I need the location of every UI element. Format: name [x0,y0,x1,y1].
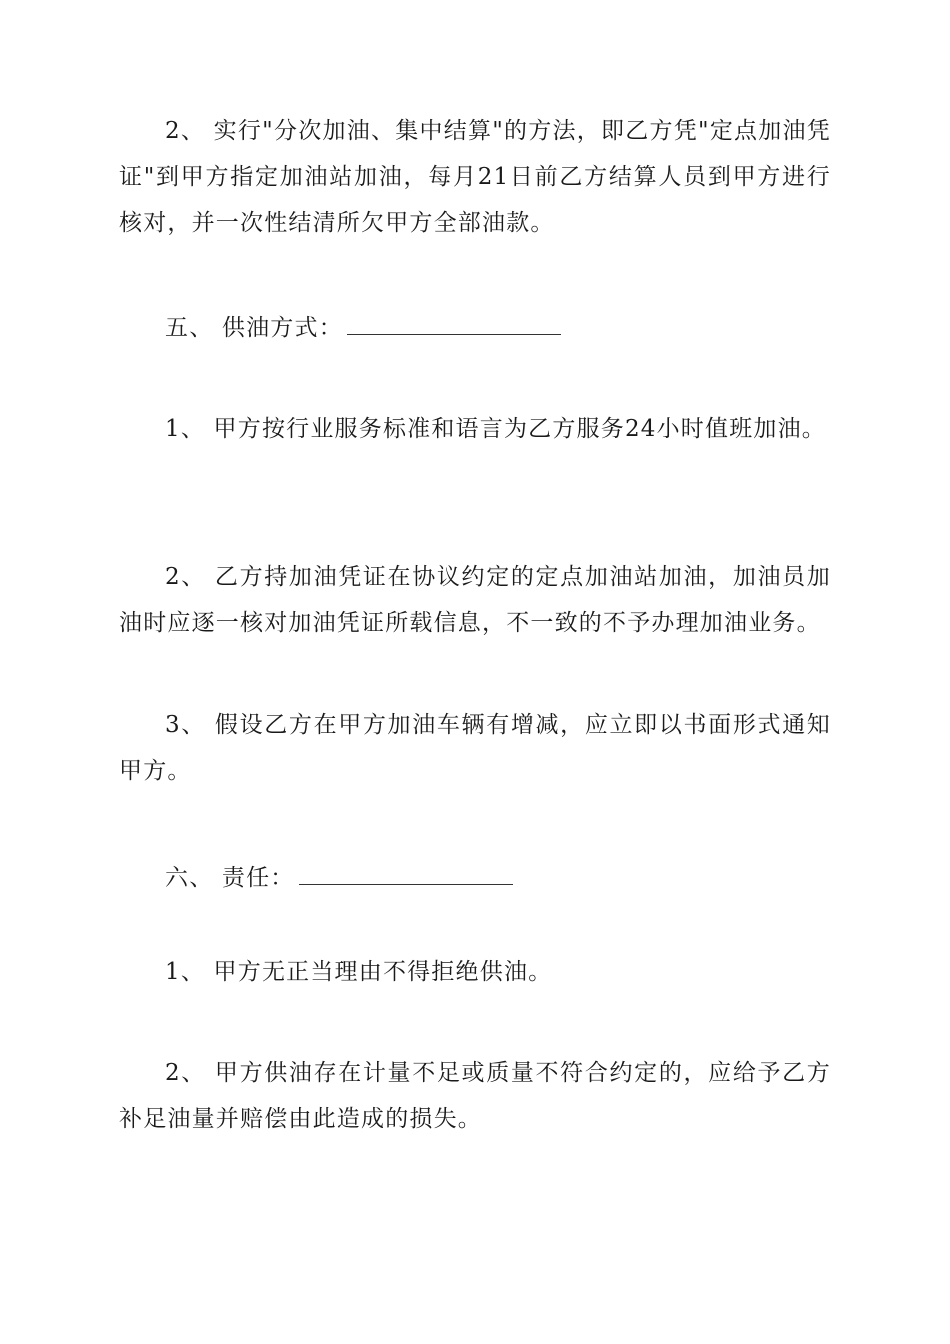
paragraph-settlement-method: 2、 实行"分次加油、集中结算"的方法，即乙方凭"定点加油凭证"到甲方指定加油站加油，每月21日前乙方结算人员到甲方进行核对，并一次性结清所欠甲方全部油款。 [119,118,831,236]
section-five-title: 五、 供油方式： [165,315,343,341]
section-five-heading [119,305,831,351]
section-six-blank-line [299,883,513,885]
paragraph-compensation: 2、 甲方供油存在计量不足或质量不符合约定的，应给予乙方补足油量并赔偿由此造成的损失。 [119,1060,831,1132]
section-six-heading [119,855,831,901]
paragraph-fuel-voucher: 2、 乙方持加油凭证在协议约定的定点加油站加油，加油员加油时应逐一核对加油凭证所载信息，不一致的不予办理加油业务。 [119,564,831,636]
paragraph-vehicle-change: 3、 假设乙方在甲方加油车辆有增减，应立即以书面形式通知甲方。 [119,712,831,784]
section-five-blank-line [347,333,561,335]
paragraph-service-standard: 1、 甲方按行业服务标准和语言为乙方服务24小时值班加油。 [165,416,827,442]
section-six-title: 六、 责任： [165,865,295,891]
paragraph-no-refusal: 1、 甲方无正当理由不得拒绝供油。 [165,959,553,985]
